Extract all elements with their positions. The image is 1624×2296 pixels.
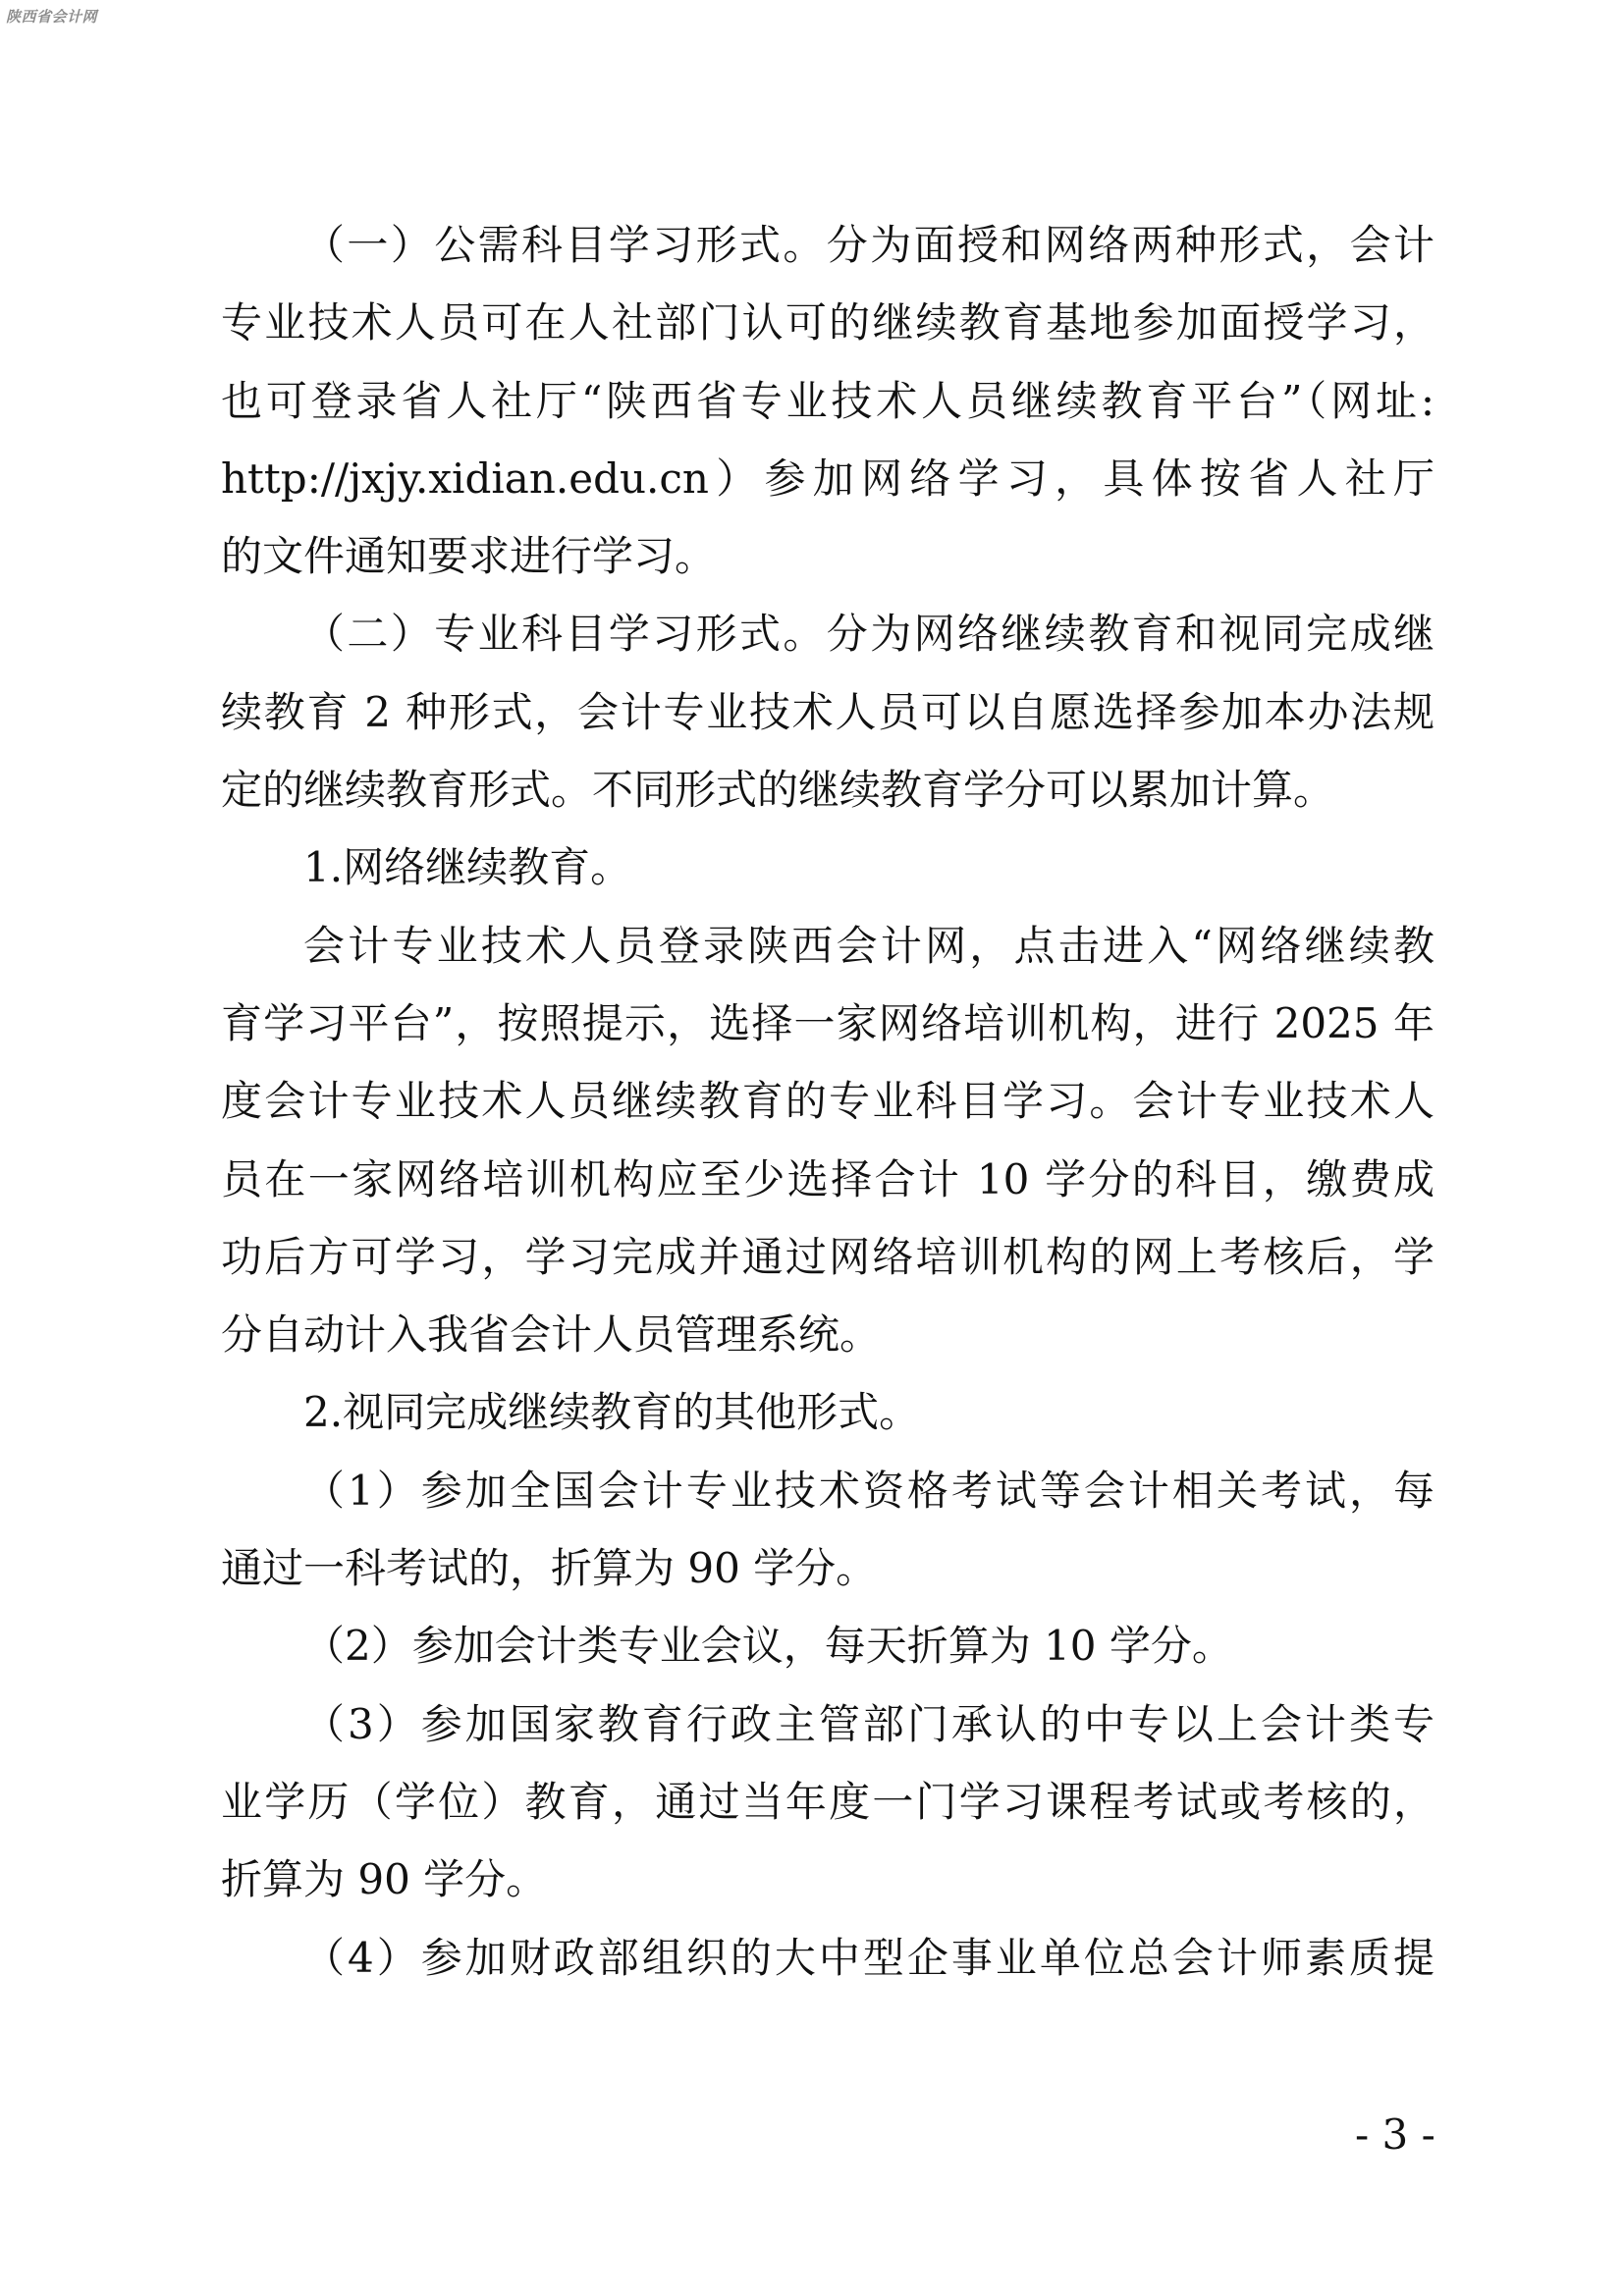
page-number: - 3 - (1355, 2110, 1435, 2159)
text-line: 功后方可学习，学习完成并通过网络培训机构的网上考核后，学 (221, 1232, 1435, 1281)
text-line: 业学历（学位）教育，通过当年度一门学习课程考试或考核的， (221, 1777, 1435, 1826)
text-line: 分自动计入我省会计人员管理系统。 (221, 1310, 882, 1360)
subheading-online-education: 1.网络继续教育。 (303, 843, 632, 892)
text-line: 会计专业技术人员登录陕西会计网，点击进入“网络继续教 (303, 921, 1435, 970)
text-line: 员在一家网络培训机构应至少选择合计 10 学分的科目，缴费成 (221, 1154, 1435, 1203)
subheading-other-forms: 2.视同完成继续教育的其他形式。 (303, 1388, 921, 1437)
text-line: （1）参加全国会计专业技术资格考试等会计相关考试，每 (303, 1466, 1435, 1515)
text-line: （一）公需科目学习形式。分为面授和网络两种形式，会计 (303, 221, 1435, 269)
watermark-site-name: 陕西省会计网 (6, 8, 98, 26)
text-line: 定的继续教育形式。不同形式的继续教育学分可以累加计算。 (221, 766, 1335, 815)
document-body (221, 206, 1435, 1997)
text-line: 通过一科考试的，折算为 90 学分。 (221, 1544, 878, 1593)
text-line: 也可登录省人社厅“陕西省专业技术人员继续教育平台”（网址: (221, 376, 1435, 425)
text-line: 折算为 90 学分。 (221, 1855, 548, 1904)
text-line: （二）专业科目学习形式。分为网络继续教育和视同完成继 (303, 610, 1435, 659)
text-line: （4）参加财政部组织的大中型企事业单位总会计师素质提 (303, 1933, 1435, 1982)
text-line: （2）参加会计类专业会议，每天折算为 10 学分。 (303, 1622, 1233, 1671)
text-line-url: http://jxjy.xidian.edu.cn）参加网络学习，具体按省人社厅 (221, 454, 1435, 503)
text-line: 度会计专业技术人员继续教育的专业科目学习。会计专业技术人 (221, 1077, 1435, 1126)
text-line: 育学习平台”，按照提示，选择一家网络培训机构，进行 2025 年 (221, 998, 1435, 1047)
text-line: 续教育 2 种形式，会计专业技术人员可以自愿选择参加本办法规 (221, 687, 1435, 736)
text-line: （3）参加国家教育行政主管部门承认的中专以上会计类专 (303, 1699, 1435, 1748)
text-line: 专业技术人员可在人社部门认可的继续教育基地参加面授学习， (221, 298, 1435, 347)
text-line: 的文件通知要求进行学习。 (221, 532, 717, 581)
